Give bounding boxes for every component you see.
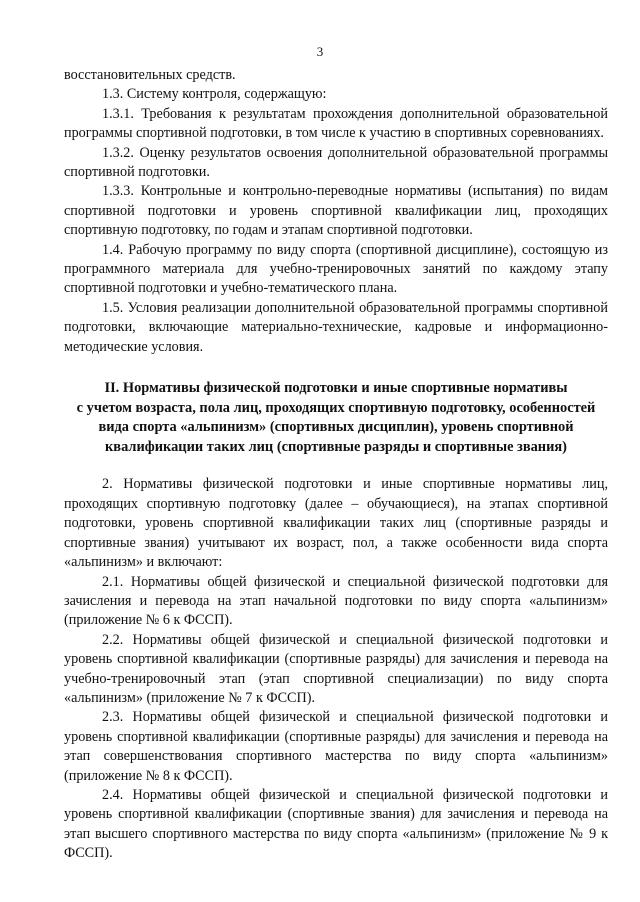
section-heading <box>64 379 608 457</box>
page-number: 3 <box>316 44 324 59</box>
paragraph-2-3: 2.3. Нормативы общей физической и специальной физической подготовки и уровень спортивной квалификации (спортивные разряды) для зачисления и перевода на этап совершенствования спортивного мастерства по виду спорта «альпинизм» (приложение № 8 к ФССП). <box>64 709 608 784</box>
paragraph-1-4: 1.4. Рабочую программу по виду спорта (спортивной дисциплине), состоящую из программного материала для учебно-тренировочных занятий по каждому этапу спортивной подготовки и учебно-тематического плана. <box>64 241 608 297</box>
paragraph-1-3-2: 1.3.2. Оценку результатов освоения дополнительной образовательной программы спортивной подготовки. <box>64 144 608 181</box>
document-body <box>64 66 608 864</box>
paragraph-1-3-1: 1.3.1. Требования к результатам прохождения дополнительной образовательной программы спортивной подготовки, в том числе к участию в спортивных соревнованиях. <box>64 105 608 142</box>
heading-line: квалификации таких лиц (спортивные разряды и спортивные звания) <box>105 438 567 455</box>
paragraph-2: 2. Нормативы физической подготовки и иные спортивные нормативы лиц, проходящих спортивную подготовку (далее – обучающиеся), на этапах спортивной подготовки, уровень спортивной квалификации таких лиц (спортивные разряды и спортивные звания) учитывают их возраст, пол, а также особенности вида спорта «альпинизм» и включают: <box>64 476 608 571</box>
paragraph-2-4: 2.4. Нормативы общей физической и специальной физической подготовки и уровень спортивной квалификации (спортивные звания) для зачисления и перевода на этап высшего спортивного мастерства по виду спорта «альпинизм» (приложение № 9 к ФССП). <box>64 786 608 862</box>
paragraph-continuation: восстановительных средств. <box>64 67 236 83</box>
heading-line: вида спорта «альпинизм» (спортивных дисциплин), уровень спортивной <box>98 419 574 436</box>
heading-line: II. Нормативы физической подготовки и иные спортивные нормативы <box>104 380 568 397</box>
paragraph-2-2: 2.2. Нормативы общей физической и специальной физической подготовки и уровень спортивной квалификации (спортивные разряды) для зачисления и перевода на учебно-тренировочный этап (этап спортивной специализации) по виду спорта «альпинизм» (приложение № 7 к ФССП). <box>64 631 608 706</box>
paragraph-1-3-3: 1.3.3. Контрольные и контрольно-переводные нормативы (испытания) по видам спортивной подготовки и уровень спортивной квалификации лиц, проходящих спортивную подготовку, по годам и этапам спортивной подготовки. <box>64 183 608 239</box>
paragraph-1-3: 1.3. Систему контроля, содержащую: <box>102 86 327 103</box>
heading-line: с учетом возраста, пола лиц, проходящих спортивную подготовку, особенностей <box>76 399 596 416</box>
paragraph-1-5: 1.5. Условия реализации дополнительной образовательной программы спортивной подготовки, включающие материально-технические, кадровые и информационно-методические условия. <box>64 299 608 355</box>
paragraph-2-1: 2.1. Нормативы общей физической и специальной физической подготовки для зачисления и перевода на этап начальной подготовки по виду спорта «альпинизм» (приложение № 6 к ФССП). <box>64 573 608 629</box>
